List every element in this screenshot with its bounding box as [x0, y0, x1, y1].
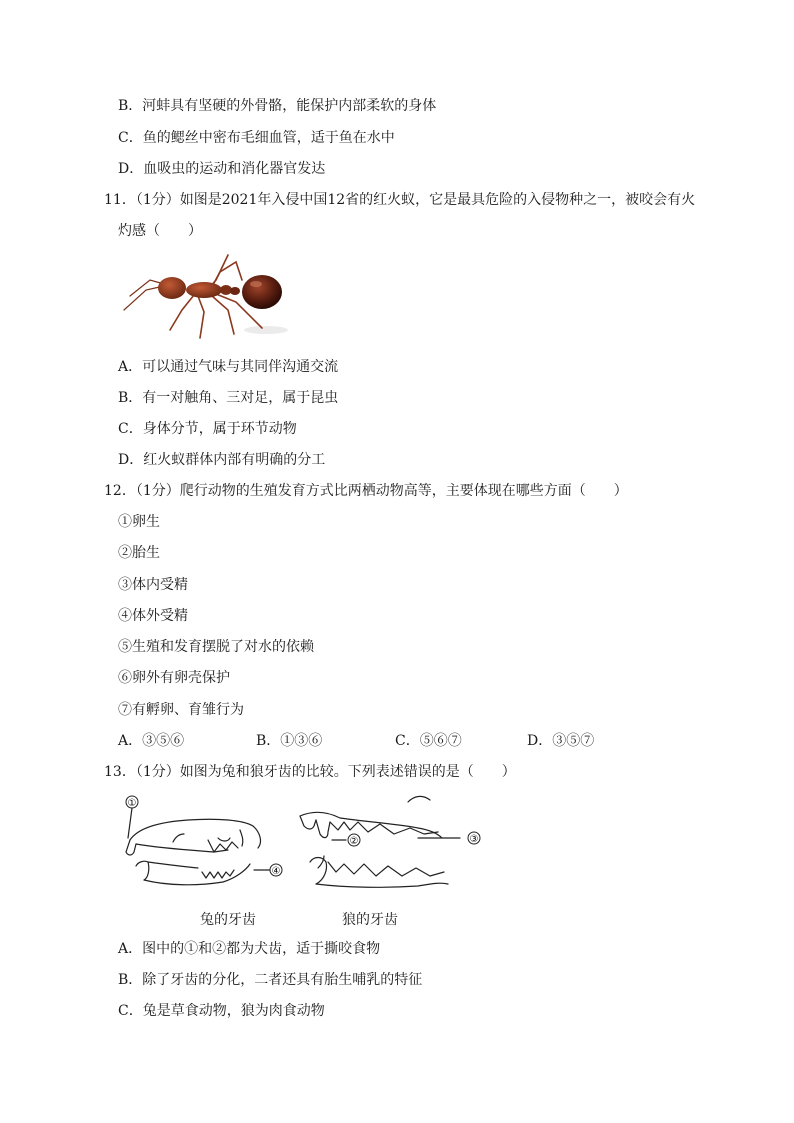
q12-item-1: ①卵生 [118, 514, 160, 530]
q10-option-b: B．河蚌具有坚硬的外骨骼，能保护内部柔软的身体 [118, 98, 437, 114]
q12-stem: 12．（1分）爬行动物的生殖发育方式比两栖动物高等，主要体现在哪些方面（ ） [104, 483, 628, 499]
q11-option-d: D．红火蚁群体内部有明确的分工 [118, 452, 326, 468]
q12-choice-d: D．③⑤⑦ [527, 733, 595, 749]
q12-choice-b: B．①③⑥ [256, 733, 323, 749]
q10-option-d: D．血吸虫的运动和消化器官发达 [118, 161, 326, 177]
q11-option-c: C．身体分节，属于环节动物 [118, 421, 297, 437]
q12-item-3: ③体内受精 [118, 577, 188, 593]
caption-rabbit-teeth: 兔的牙齿 [200, 912, 256, 928]
q12-choice-c: C．⑤⑥⑦ [395, 733, 462, 749]
label-4: ④ [271, 866, 281, 877]
q12-item-6: ⑥卵外有卵壳保护 [118, 670, 230, 686]
q12-item-7: ⑦有孵卵、育雏行为 [118, 702, 244, 718]
q10-option-c: C．鱼的鳃丝中密布毛细血管，适于鱼在水中 [118, 130, 395, 146]
q12-item-5: ⑤生殖和发育摆脱了对水的依赖 [118, 639, 314, 655]
q11-option-b: B．有一对触角、三对足，属于昆虫 [118, 390, 339, 406]
q11-stem-continued: 灼感（ ） [118, 223, 202, 239]
q13-option-b: B．除了牙齿的分化，二者还具有胎生哺乳的特征 [118, 972, 423, 988]
q11-option-a: A．可以通过气味与其同伴沟通交流 [118, 359, 339, 375]
label-1: ① [127, 798, 137, 809]
q13-stem: 13．（1分）如图为兔和狼牙齿的比较。下列表述错误的是（ ） [104, 764, 516, 780]
teeth-comparison-figure [118, 790, 498, 900]
caption-wolf-teeth: 狼的牙齿 [342, 912, 398, 928]
q12-item-2: ②胎生 [118, 545, 160, 561]
label-3: ③ [469, 834, 479, 845]
label-2: ② [349, 836, 359, 847]
q11-stem: 11．（1分）如图是2021年入侵中国12省的红火蚁，它是最具危险的入侵物种之一，被咬会有火 [104, 192, 696, 208]
q12-choice-a: A．③⑤⑥ [118, 733, 185, 749]
q13-option-a: A．图中的①和②都为犬齿，适于撕咬食物 [118, 941, 381, 957]
fire-ant-image [116, 250, 296, 345]
q12-item-4: ④体外受精 [118, 608, 188, 624]
q13-option-c: C．兔是草食动物，狼为肉食动物 [118, 1003, 325, 1019]
